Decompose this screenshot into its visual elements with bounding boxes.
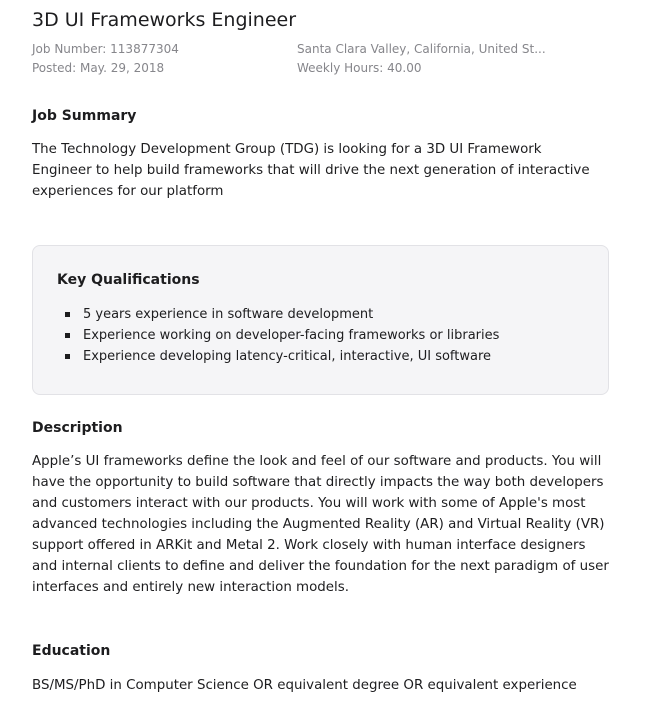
education-text: BS/MS/PhD in Computer Science OR equivalent degree OR equivalent experience bbox=[32, 678, 577, 693]
description-text: Apple’s UI frameworks define the look and feel of our software and products. You will have the opportunity to build software that directly impacts the way both developers and customers interact with our products. You will work with some of Apple's most advanced technologies including the Augmented Reality (AR) and Virtual Reality (VR) support offered in ARKit and Metal 2. Work closely with human interface designers and internal clients to define and deliver the foundation for the next paradigm of user interfaces and entirely new interaction models. bbox=[32, 454, 609, 595]
key-qualifications-box bbox=[32, 245, 609, 395]
bullet-icon bbox=[65, 312, 70, 317]
qualification-item bbox=[65, 325, 499, 346]
job-summary-heading: Job Summary bbox=[32, 108, 137, 124]
job-summary-text: The Technology Development Group (TDG) is looking for a 3D UI Framework Engineer to help build frameworks that will drive the next generation of interactive experiences for our platform bbox=[32, 142, 590, 199]
education-heading: Education bbox=[32, 643, 111, 659]
weekly-hours: Weekly Hours: 40.00 bbox=[297, 61, 422, 75]
posted-date: Posted: May. 29, 2018 bbox=[32, 61, 165, 75]
description-heading: Description bbox=[32, 420, 123, 436]
job-number: Job Number: 113877304 bbox=[32, 42, 179, 56]
key-qualifications-list bbox=[65, 304, 499, 367]
qualification-text: Experience working on developer-facing frameworks or libraries bbox=[83, 328, 500, 343]
qualification-text: Experience developing latency-critical, interactive, UI software bbox=[83, 349, 492, 364]
job-title: 3D UI Frameworks Engineer bbox=[32, 9, 297, 31]
qualification-item bbox=[65, 346, 499, 367]
qualification-item bbox=[65, 304, 499, 325]
bullet-icon bbox=[65, 333, 70, 338]
key-qualifications-heading: Key Qualifications bbox=[57, 272, 200, 288]
qualification-text: 5 years experience in software development bbox=[83, 307, 374, 322]
bullet-icon bbox=[65, 354, 70, 359]
job-location: Santa Clara Valley, California, United St... bbox=[297, 42, 546, 56]
